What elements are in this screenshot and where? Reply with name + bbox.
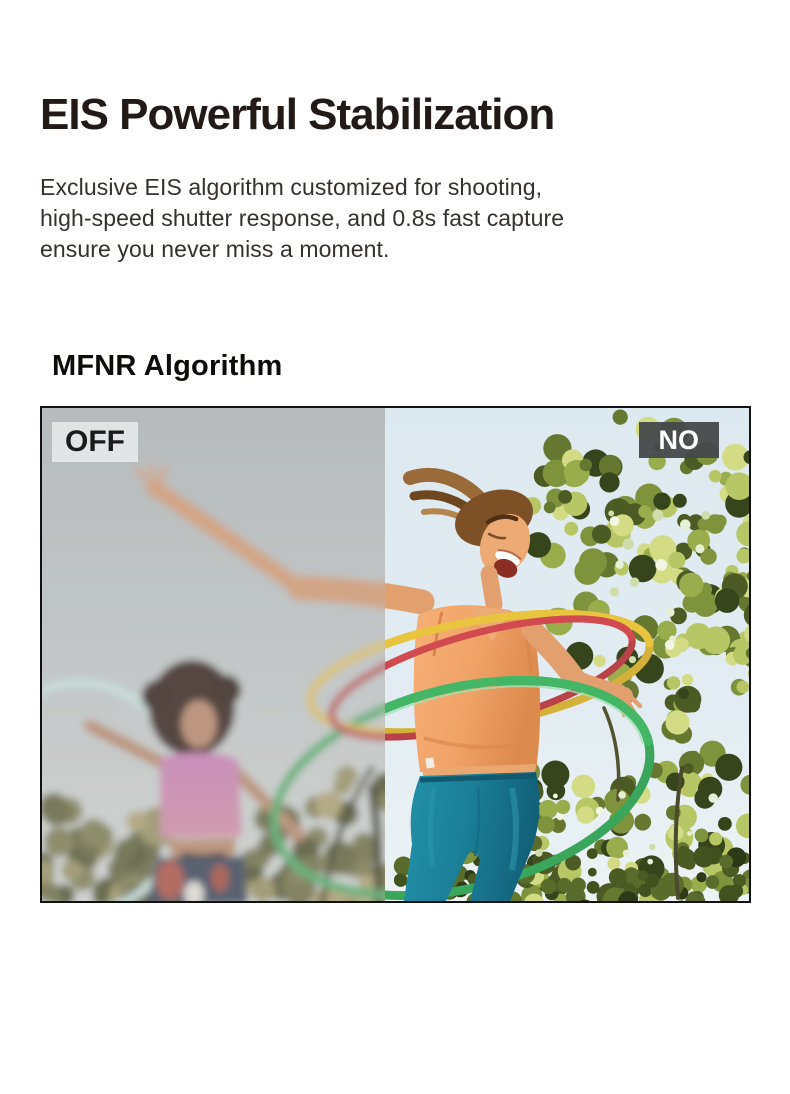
off-label: OFF — [52, 422, 138, 462]
page-title: EIS Powerful Stabilization — [40, 90, 555, 139]
subsection-title: MFNR Algorithm — [52, 350, 283, 382]
description-line: Exclusive EIS algorithm customized for shooting, — [40, 174, 543, 200]
description-line: high-speed shutter response, and 0.8s fast capture — [40, 205, 565, 231]
comparison-photo — [40, 406, 751, 903]
description-line: ensure you never miss a moment. — [40, 236, 390, 262]
comparison-photo-illustration — [42, 408, 749, 901]
no-label: NO — [639, 422, 720, 458]
feature-description — [40, 172, 564, 265]
